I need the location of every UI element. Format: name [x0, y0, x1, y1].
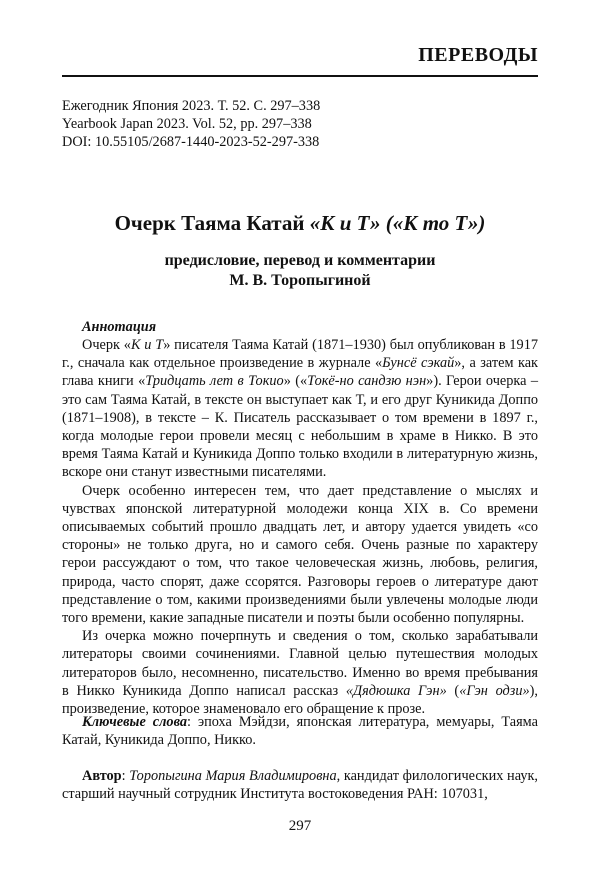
- italic-title: Бунсё сэкай: [382, 355, 455, 372]
- author-name: Торопыгина Мария Владимировна: [129, 768, 337, 784]
- citation-doi: DOI: 10.55105/2687-1440-2023-52-297-338: [62, 134, 320, 150]
- italic-title: «Гэн одзи»: [459, 682, 530, 699]
- italic-title: Тридцать лет в Токио: [145, 373, 284, 390]
- text-run: Очерк «: [82, 337, 131, 353]
- keywords-block: [62, 713, 538, 749]
- text-run: », а затем как глава книги «: [62, 355, 538, 390]
- translator-credit: [62, 251, 538, 291]
- section-rule: [62, 75, 538, 77]
- author-affiliation: , кандидат филологических наук, старший научный сотрудник Института востоковедения РАН: 107031,: [62, 768, 538, 803]
- translator-name: М. В. Торопыгиной: [229, 272, 371, 289]
- page-number: 297: [288, 818, 312, 834]
- citation-block: [62, 97, 320, 151]
- text-run: »). Герои очерка – это сам Таяма Катай, в тексте он выступает как Т, и его друг Куникида Доппо (1871–1908), в тексте – К. Писатель рассказывает о том времени в 1897 г., когда молодые герои провели месяц с небольшим в храме в Никко. В это время Таяма Катай и Куникида Доппо только входили в литературную жизнь, вскоре они станут известными писателями.: [62, 373, 538, 481]
- article-title: [62, 210, 538, 236]
- abstract-heading-label: Аннотация: [82, 319, 157, 335]
- italic-title: «Дядюшка Гэн»: [345, 682, 447, 699]
- author-block: [62, 767, 538, 803]
- italic-title: Токё-но сандзю нэн: [307, 373, 427, 390]
- text-run: Из очерка можно почерпнуть и сведения о том, сколько зарабатывали литераторы своими сочинениями. Главной целью путешествия молодых литераторов было, несомненно, писательство. Именно во время пребывания в Никко Куникида Доппо написал рассказ: [62, 628, 538, 699]
- text-run: (: [446, 682, 460, 699]
- keywords-text: : эпоха Мэйдзи, японская литература, мемуары, Таяма Катай, Куникида Доппо, Никко.: [62, 714, 538, 749]
- keywords-label: Ключевые слова: [82, 714, 188, 730]
- section-header: ПЕРЕВОДЫ: [418, 44, 538, 66]
- italic-title: К и Т: [130, 337, 164, 353]
- abstract-paragraph-2: Очерк особенно интересен тем, что дает представление о мыслях и чувствах японской литературной молодежи конца XIX в. Со времени описываемых событий прошло двадцать лет, и автору удается увидеть «со стороны» не только друга, но и самого себя. Очень разные по характеру герои рассуждают о том, что такое человеческая жизнь, любовь, религия, природа, часто спорят, даже ссорятся. Разговоры героев о литературе дают представление о том, какими произведениями были увлечены молодые люди того времени, какие западные писатели и поэты были особенно популярны.: [62, 482, 538, 627]
- abstract-paragraph-3: [62, 627, 538, 718]
- citation-en: Yearbook Japan 2023. Vol. 52, pp. 297–338: [62, 116, 312, 132]
- text-run: » писателя Таяма Катай (1871–1930) был опубликован в 1917 г., сначала как отдельное произведение в журнале «: [62, 337, 538, 372]
- text-run: » («: [283, 373, 308, 390]
- article-title-prefix: Очерк Таяма Катай: [114, 211, 310, 235]
- abstract-body: [62, 336, 538, 718]
- article-title-italic: «К и Т» («К то Т»): [309, 211, 486, 235]
- translator-role: предисловие, перевод и комментарии: [164, 252, 436, 269]
- citation-ru: Ежегодник Япония 2023. Т. 52. С. 297–338: [62, 98, 321, 114]
- abstract-heading: [62, 318, 538, 336]
- author-separator: :: [121, 768, 130, 784]
- text-run: ), произведение, которое знаменовало его обращение к прозе.: [62, 682, 538, 718]
- abstract-paragraph-1: [62, 336, 538, 482]
- author-label: Автор: [82, 768, 122, 784]
